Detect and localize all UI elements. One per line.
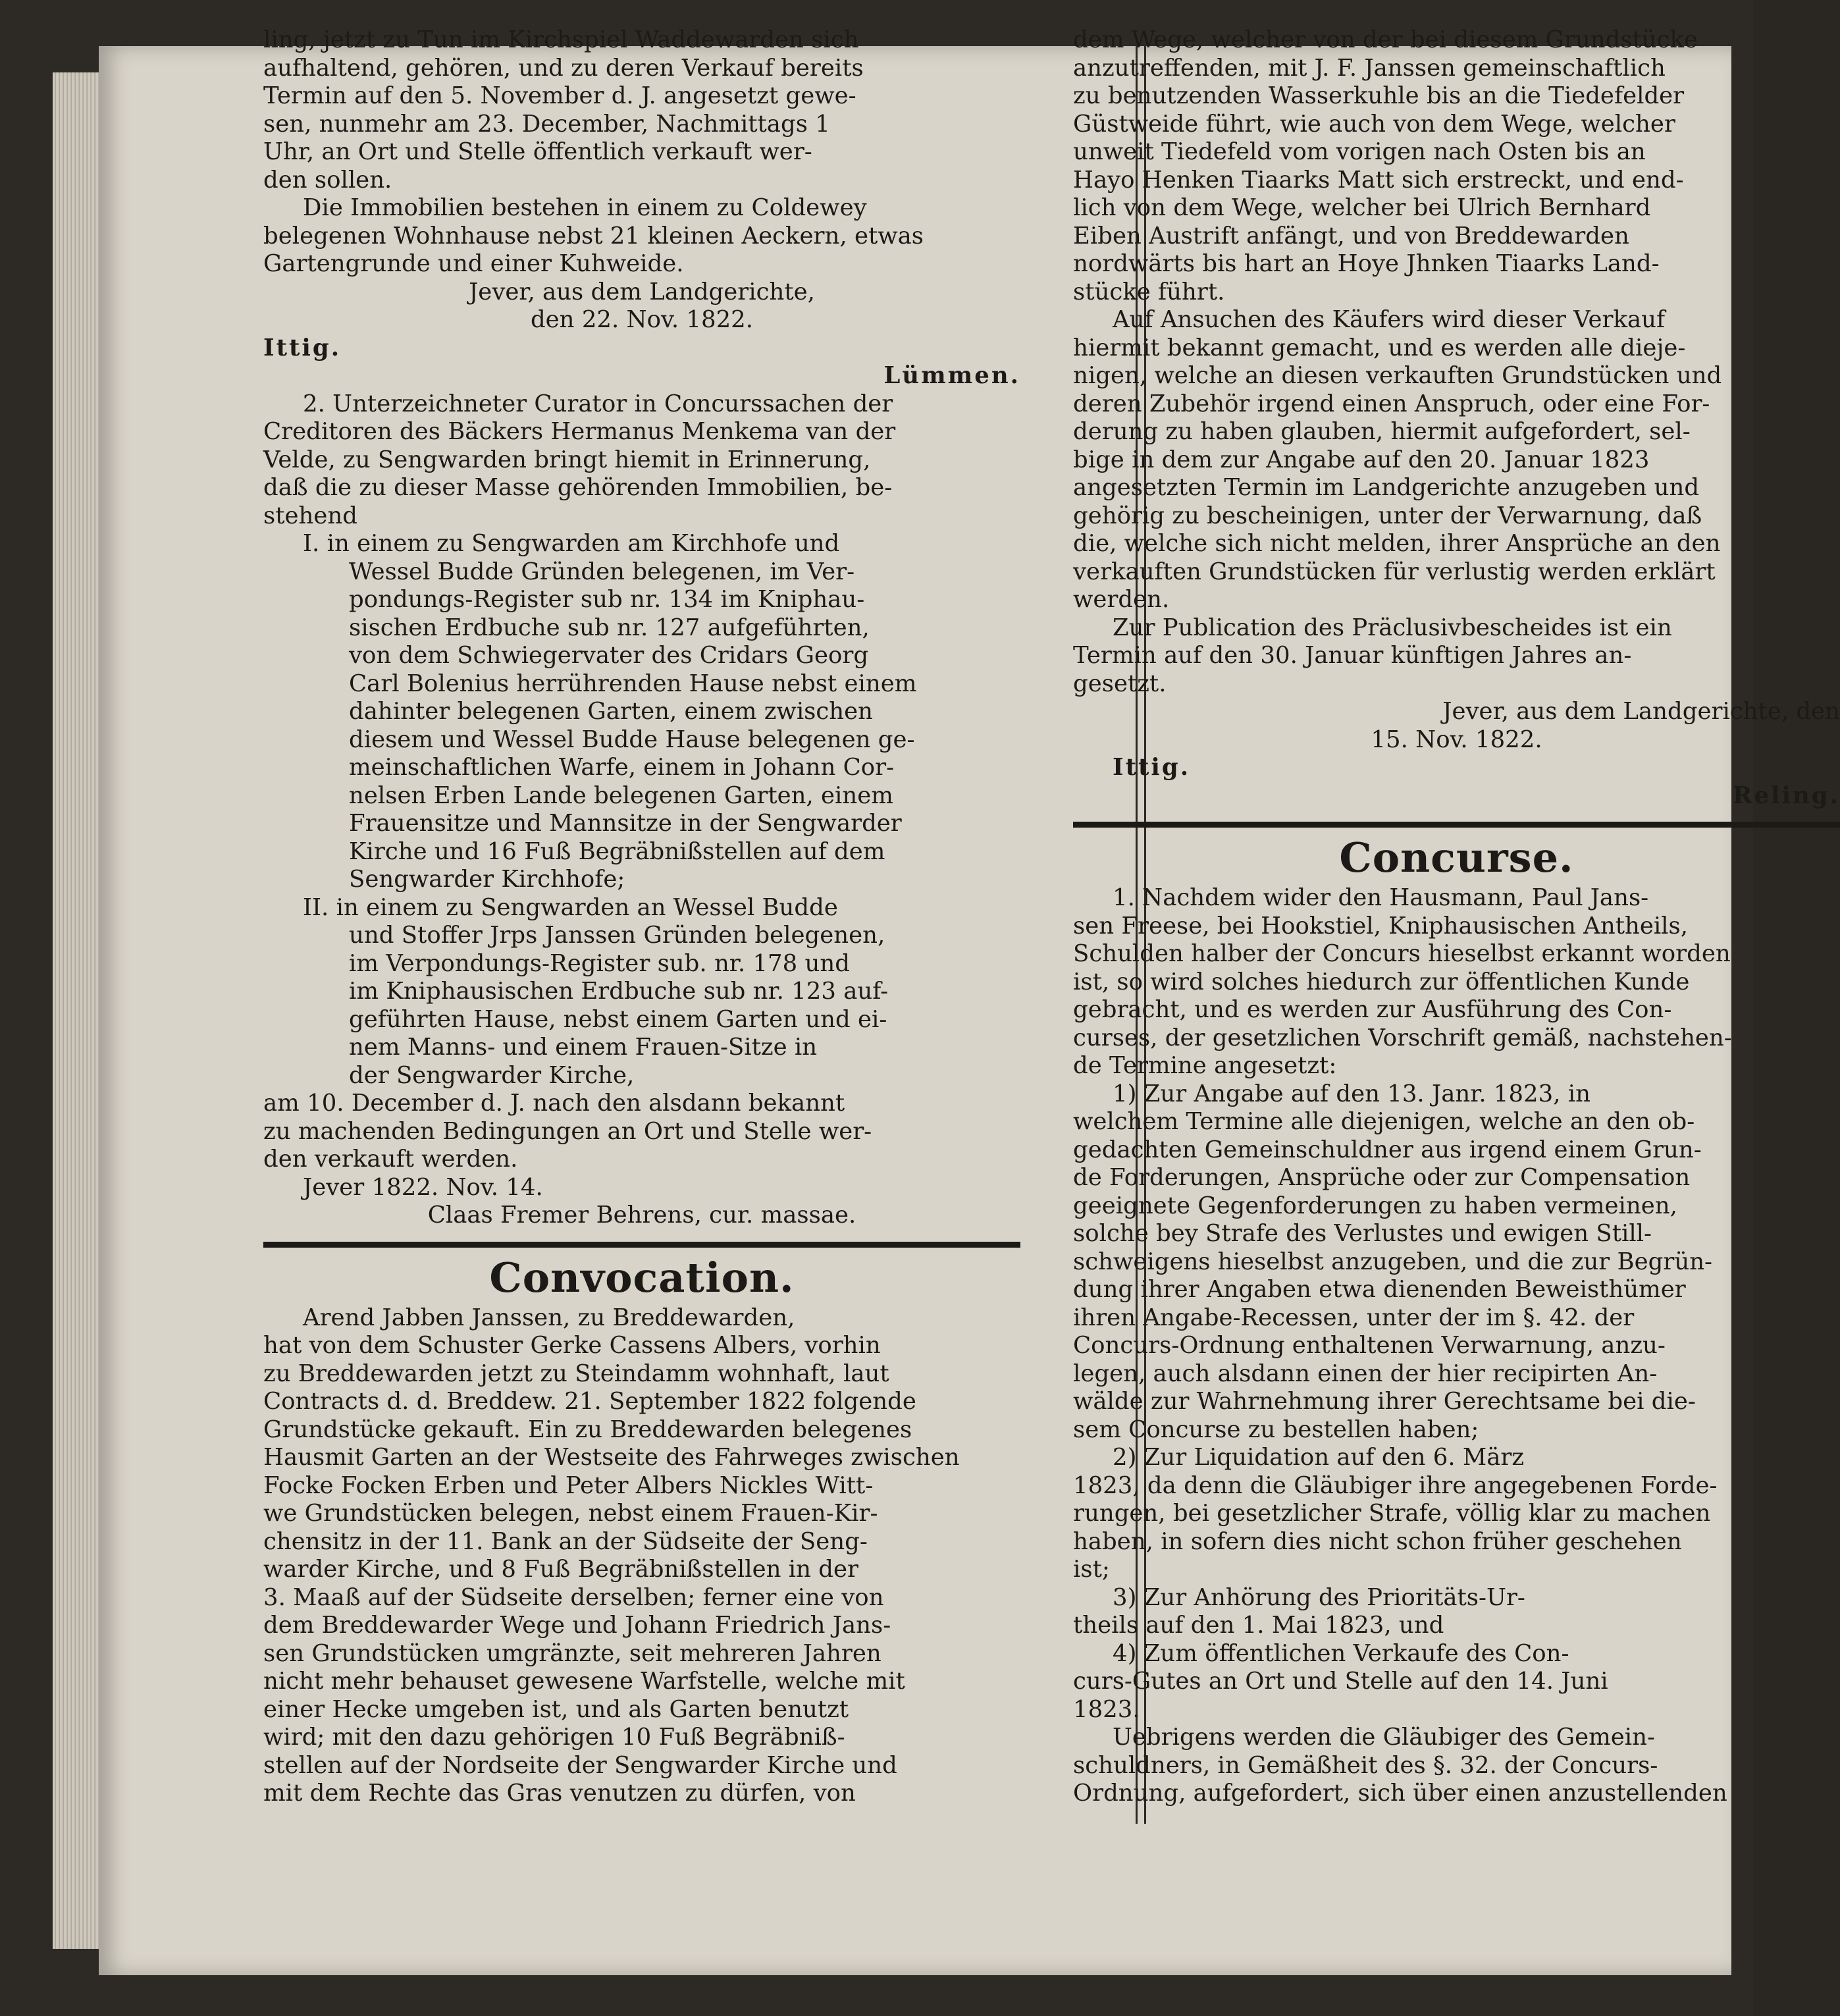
text-line: Carl Bolenius herrührenden Hause nebst einem [349, 670, 917, 697]
curator-signature: Claas Fremer Behrens, cur. massae. [427, 1202, 856, 1229]
text-line: dahinter belegenen Garten, einem zwischen [349, 698, 874, 725]
text-line: Hausmit Garten an der Westseite des Fahrweges zwischen [263, 1444, 960, 1471]
text-line: hat von dem Schuster Gerke Cassens Albers, vorhin [263, 1332, 881, 1359]
text-line: rungen, bei gesetzlicher Strafe, völlig klar zu machen [1073, 1500, 1711, 1527]
text-line: warder Kirche, und 8 Fuß Begräbnißstellen in der [263, 1556, 858, 1583]
text-line: Grundstücke gekauft. Ein zu Breddewarden belegenes [263, 1416, 912, 1443]
text-line: dung ihrer Angaben etwa dienenden Beweisthümer [1073, 1276, 1686, 1303]
uebrigens-paragraph [1073, 1724, 1840, 1808]
text-line: 2) Zur Liquidation auf den 6. März [1113, 1444, 1525, 1471]
text-line: Gartengrunde und einer Kuhweide. [263, 250, 684, 277]
item-I [263, 530, 1020, 894]
section-rule [1073, 822, 1840, 828]
date-line: den 22. Nov. 1822. [530, 306, 754, 333]
place-date: Jever 1822. Nov. 14. [303, 1173, 543, 1201]
text-line: pondungs-Register sub nr. 134 im Kniphau- [349, 586, 865, 613]
text-line: diesem und Wessel Budde Hause belegenen ge- [349, 726, 915, 753]
text-line: geeignete Gegenforderungen zu haben vermeinen, [1073, 1192, 1677, 1219]
text-line: ihren Angabe-Recessen, unter der im §. 42. der [1073, 1304, 1635, 1331]
text-line: sen Grundstücken umgränzte, seit mehreren Jahren [263, 1639, 881, 1667]
ansuchen-paragraph [1073, 306, 1840, 614]
text-line: gebracht, und es werden zur Ausführung des Con- [1073, 996, 1672, 1023]
text-line: hiermit bekannt gemacht, und es werden alle dieje- [1073, 334, 1686, 361]
text-line: zu Breddewarden jetzt zu Steindamm wohnhaft, laut [263, 1360, 889, 1387]
text-line: deren Zubehör irgend einen Anspruch, oder eine For- [1073, 390, 1710, 417]
text-line: 2. Unterzeichneter Curator in Concurssachen der [303, 390, 893, 417]
text-line: lich von dem Wege, welcher bei Ulrich Bernhard [1073, 194, 1651, 221]
date-line: 15. Nov. 1822. [1371, 726, 1542, 753]
text-line: Schulden halber der Concurs hieselbst erkannt worden [1073, 940, 1731, 967]
text-line: dem Breddewarder Wege und Johann Friedrich Jans- [263, 1612, 891, 1639]
page-stack-edge [53, 72, 99, 1949]
text-line: zu benutzenden Wasserkuhle bis an die Tiedefelder [1073, 82, 1685, 109]
signature-ittig: Ittig. [1113, 754, 1191, 781]
text-line: ist; [1073, 1556, 1110, 1583]
text-line: Auf Ansuchen des Käufers wird dieser Verkauf [1113, 306, 1666, 333]
text-line: Uebrigens werden die Gläubiger des Gemein- [1113, 1724, 1655, 1751]
text-line: sen Freese, bei Hookstiel, Kniphausischen Antheils, [1073, 912, 1689, 940]
text-line: Focke Focken Erben und Peter Albers Nickles Witt- [263, 1472, 874, 1499]
notice-2-paragraph [263, 390, 1020, 531]
text-line: Sengwarder Kirchhofe; [349, 866, 625, 893]
text-line: 4) Zum öffentlichen Verkaufe des Con- [1113, 1639, 1569, 1667]
text-line: gedachten Gemeinschuldner aus irgend einem Grun- [1073, 1136, 1702, 1163]
text-line: I. in einem zu Sengwarden am Kirchhofe und [303, 530, 840, 557]
text-line: Güstweide führt, wie auch von dem Wege, welcher [1073, 110, 1675, 138]
text-line: 3) Zur Anhörung des Prioritäts-Ur- [1113, 1583, 1525, 1611]
text-line: nicht mehr behauset gewesene Warfstelle, welche mit [263, 1668, 905, 1695]
text-line: II. in einem zu Sengwarden an Wessel Budde [303, 893, 838, 921]
text-line: we Grundstücken belegen, nebst einem Frauen-Kir- [263, 1500, 878, 1527]
text-line: wird; mit den dazu gehörigen 10 Fuß Begräbniß- [263, 1724, 845, 1751]
text-line: 1. Nachdem wider den Hausmann, Paul Jans- [1113, 884, 1649, 911]
heading-concurse: Concurse. [1339, 834, 1574, 882]
text-line: nem Manns- und einem Frauen-Sitze in [349, 1034, 818, 1061]
text-line: zu machenden Bedingungen an Ort und Stelle wer- [263, 1117, 872, 1145]
text-line: ist, so wird solches hiedurch zur öffentlichen Kunde [1073, 968, 1690, 995]
text-line: dem Wege, welcher von der bei diesem Grundstücke [1073, 26, 1698, 53]
item-4 [1073, 1640, 1840, 1724]
text-line: von dem Schwiegervater des Cridars Georg [349, 642, 869, 669]
text-line: nordwärts bis hart an Hoye Jhnken Tiaarks Land- [1073, 250, 1660, 277]
left-column [263, 26, 1020, 1808]
item-2 [1073, 1444, 1840, 1584]
text-line: aufhaltend, gehören, und zu deren Verkauf bereits [263, 54, 864, 82]
text-line: und Stoffer Jrps Janssen Gründen belegenen, [349, 922, 885, 949]
text-line: werden. [1073, 586, 1170, 613]
text-line: unweit Tiedefeld vom vorigen nach Osten bis an [1073, 138, 1646, 165]
heading-convocation: Convocation. [489, 1253, 795, 1302]
text-line: gehörig zu bescheinigen, unter der Verwarnung, daß [1073, 502, 1702, 529]
text-line: 3. Maaß auf der Südseite derselben; ferner eine von [263, 1583, 884, 1611]
text-line: belegenen Wohnhause nebst 21 kleinen Aeckern, etwas [263, 222, 924, 250]
text-line: gesetzt. [1073, 670, 1167, 697]
text-line: Zur Publication des Präclusivbescheides ist ein [1113, 614, 1672, 641]
text-line: anzutreffenden, mit J. F. Janssen gemeinschaftlich [1073, 54, 1666, 82]
text-line: einer Hecke umgeben ist, und als Garten benutzt [263, 1695, 849, 1723]
text-line: de Forderungen, Ansprüche oder zur Compensation [1073, 1164, 1691, 1191]
text-line: daß die zu dieser Masse gehörenden Immobilien, be- [263, 474, 893, 501]
text-line: legen, auch alsdann einen der hier recipirten An- [1073, 1360, 1658, 1387]
convocation-paragraph [263, 1304, 1020, 1808]
text-line: wälde zur Wahrnehmung ihrer Gerechtsame bei die- [1073, 1388, 1696, 1415]
text-line: Kirche und 16 Fuß Begräbnißstellen auf dem [349, 837, 885, 865]
text-line: sem Concurse zu bestellen haben; [1073, 1416, 1479, 1443]
text-line: Creditoren des Bäckers Hermanus Menkema van der [263, 418, 896, 445]
text-line: 1) Zur Angabe auf den 13. Janr. 1823, in [1113, 1080, 1591, 1107]
text-line: Velde, zu Sengwarden bringt hiemit in Erinnerung, [263, 446, 871, 473]
text-line: den verkauft werden. [263, 1146, 518, 1173]
concurse-paragraph [1073, 884, 1840, 1080]
text-line: geführten Hause, nebst einem Garten und ei- [349, 1005, 887, 1033]
text-line: curs-Gutes an Ort und Stelle auf den 14. Juni [1073, 1668, 1608, 1695]
text-line: Frauensitze und Mannsitze in der Sengwarder [349, 810, 902, 837]
text-line: Concurs-Ordnung enthaltenen Verwarnung, anzu- [1073, 1332, 1666, 1359]
text-line: der Sengwarder Kirche, [349, 1061, 635, 1089]
text-line: curses, der gesetzlichen Vorschrift gemäß, nachstehen- [1073, 1024, 1732, 1051]
signature-ittig: Ittig. [263, 334, 342, 361]
text-line: Arend Jabben Janssen, zu Breddewarden, [303, 1304, 795, 1331]
section-rule [263, 1242, 1020, 1248]
text-line: stücke führt. [1073, 278, 1225, 305]
text-line: mit dem Rechte das Gras venutzen zu dürfen, von [263, 1780, 856, 1807]
right-top-block [1073, 26, 1840, 306]
text-line: angesetzten Termin im Landgerichte anzugeben und [1073, 474, 1700, 501]
signature-lummen: Lümmen. [883, 362, 1020, 389]
text-line: 1823, da denn die Gläubiger ihre angegebenen Forde- [1073, 1472, 1718, 1499]
text-line: stellen auf der Nordseite der Sengwarder Kirche und [263, 1751, 897, 1779]
text-line: welchem Termine alle diejenigen, welche an den ob- [1073, 1108, 1695, 1135]
text-line: Wessel Budde Gründen belegenen, im Ver- [349, 558, 855, 585]
text-line: derung zu haben glauben, hiermit aufgefordert, sel- [1073, 418, 1691, 445]
text-line: Uhr, an Ort und Stelle öffentlich verkauft wer- [263, 138, 812, 165]
text-line: nigen, welche an diesen verkauften Grundstücken und [1073, 362, 1722, 389]
place-date: Jever, aus dem Landgerichte, den [1442, 698, 1840, 725]
item-II [263, 894, 1020, 1090]
text-line: schuldners, in Gemäßheit des §. 32. der Concurs- [1073, 1751, 1658, 1779]
text-line: haben, in sofern dies nicht schon früher geschehen [1073, 1527, 1682, 1555]
text-line: am 10. December d. J. nach den alsdann bekannt [263, 1090, 845, 1117]
text-line: theils auf den 1. Mai 1823, und [1073, 1612, 1444, 1639]
text-line: bige in dem zur Angabe auf den 20. Januar 1823 [1073, 446, 1650, 473]
text-line: de Termine angesetzt: [1073, 1052, 1337, 1079]
text-line: im Kniphausischen Erdbuche sub nr. 123 auf- [349, 978, 889, 1005]
signature-row [263, 334, 1020, 363]
text-line: im Verpondungs-Register sub. nr. 178 und [349, 949, 850, 977]
immobilien-paragraph [263, 194, 1020, 279]
text-line: Hayo Henken Tiaarks Matt sich erstreckt, und end- [1073, 166, 1684, 194]
text-line: stehend [263, 502, 357, 529]
text-line: meinschaftlichen Warfe, einem in Johann Cor- [349, 754, 895, 781]
text-line: Termin auf den 5. November d. J. angesetzt gewe- [263, 82, 856, 109]
text-line: solche bey Strafe des Verlustes und ewigen Still- [1073, 1220, 1652, 1247]
text-line: nelsen Erben Lande belegenen Garten, einem [349, 782, 893, 809]
text-line: den sollen. [263, 166, 392, 194]
text-line: sischen Erdbuche sub nr. 127 aufgeführten, [349, 614, 870, 641]
text-line: ling, jetzt zu Tun im Kirchspiel Waddewarden sich [263, 26, 859, 53]
text-line: Termin auf den 30. Januar künftigen Jahres an- [1073, 642, 1632, 669]
text-line: 1823. [1073, 1695, 1140, 1723]
place-date: Jever, aus dem Landgerichte, [469, 278, 815, 305]
item-3 [1073, 1584, 1840, 1640]
item-1 [1073, 1080, 1840, 1445]
text-line: chensitz in der 11. Bank an der Südseite der Seng- [263, 1527, 868, 1555]
signature-reling: Reling. [1732, 782, 1840, 809]
text-line: Contracts d. d. Breddew. 21. September 1822 folgende [263, 1388, 916, 1415]
publication-paragraph [1073, 614, 1840, 699]
text-line: sen, nunmehr am 23. December, Nachmittags 1 [263, 110, 830, 138]
text-line: Eiben Austrift anfängt, und von Breddewarden [1073, 222, 1629, 250]
right-column [1073, 26, 1840, 1808]
text-line: Die Immobilien bestehen in einem zu Coldewey [303, 194, 867, 221]
text-line: verkauften Grundstücken für verlustig werden erklärt [1073, 558, 1716, 585]
left-top-block [263, 26, 1020, 194]
text-line: schweigens hieselbst anzugeben, und die zur Begrün- [1073, 1248, 1713, 1275]
text-line: die, welche sich nicht melden, ihrer Ansprüche an den [1073, 530, 1721, 557]
notice-2-end [263, 1090, 1020, 1174]
text-line: Ordnung, aufgefordert, sich über einen anzustellenden [1073, 1780, 1727, 1807]
